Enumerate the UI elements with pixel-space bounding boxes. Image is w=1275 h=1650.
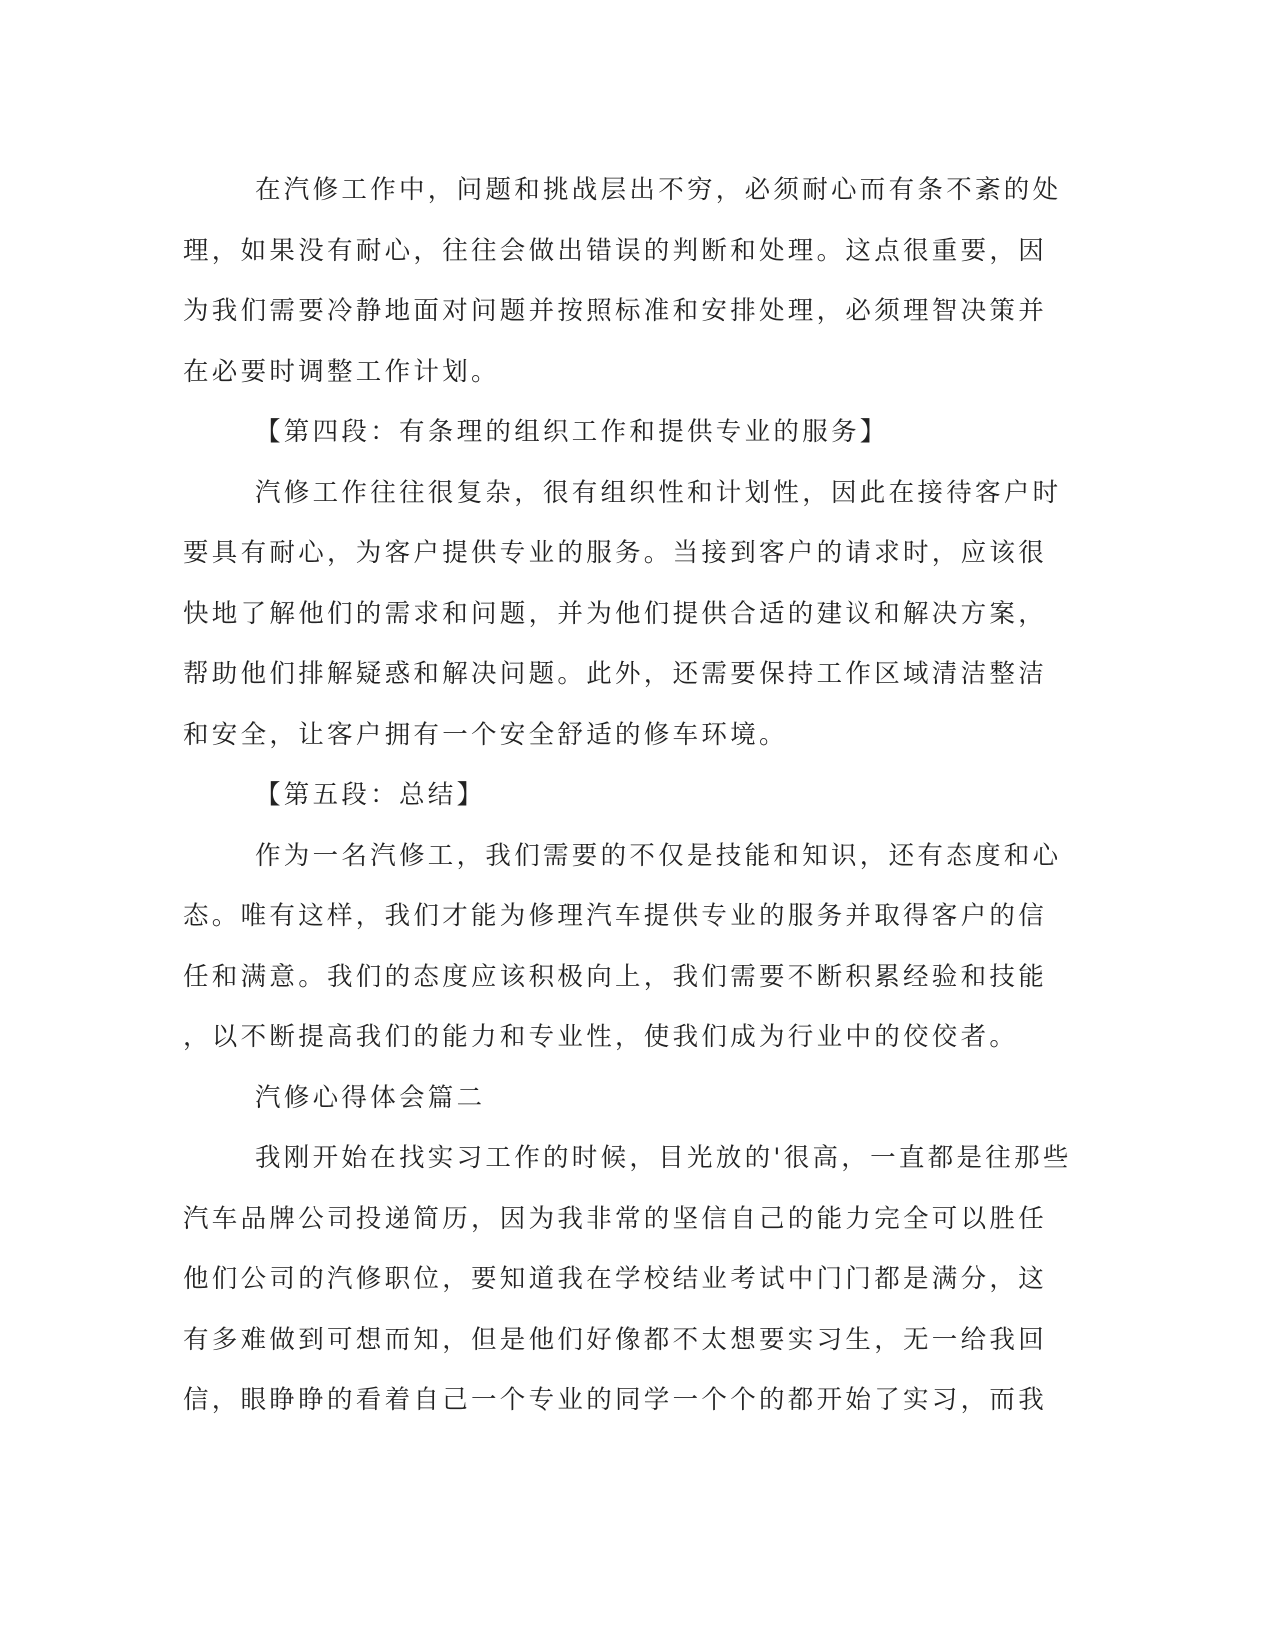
body-line: 为我们需要冷静地面对问题并按照标准和安排处理，必须理智决策并 [183,296,1048,326]
body-line: 态。唯有这样，我们才能为修理汽车提供专业的服务并取得客户的信 [183,901,1048,931]
body-line: 有多难做到可想而知，但是他们好像都不太想要实习生，无一给我回 [183,1324,1048,1355]
section-heading: 【第五段：总结】 [255,780,486,810]
body-line: 在汽修工作中，问题和挑战层出不穷，必须耐心而有条不紊的处 [255,175,1062,205]
body-line: 在必要时调整工作计划。 [183,356,500,387]
body-line: 汽车品牌公司投递简历，因为我非常的坚信自己的能力完全可以胜任 [183,1203,1048,1234]
body-line: 汽修工作往往很复杂，很有组织性和计划性，因此在接待客户时 [255,477,1062,508]
body-line: 要具有耐心，为客户提供专业的服务。当接到客户的请求时，应该很 [183,538,1048,568]
body-line: 他们公司的汽修职位，要知道我在学校结业考试中门门都是满分，这 [183,1264,1048,1294]
body-line: 理，如果没有耐心，往往会做出错误的判断和处理。这点很重要，因 [183,235,1048,266]
body-line: 信，眼睁睁的看着自己一个专业的同学一个个的都开始了实习，而我 [183,1385,1048,1415]
article-title: 汽修心得体会篇二 [255,1082,486,1113]
body-line: 和安全，让客户拥有一个安全舒适的修车环境。 [183,719,788,750]
body-line: 快地了解他们的需求和问题，并为他们提供合适的建议和解决方案， [183,598,1048,629]
body-line: 任和满意。我们的态度应该积极向上，我们需要不断积累经验和技能 [183,961,1048,992]
section-heading: 【第四段：有条理的组织工作和提供专业的服务】 [255,417,889,447]
body-line: 帮助他们排解疑惑和解决问题。此外，还需要保持工作区域清洁整洁 [183,659,1048,689]
body-line: ，以不断提高我们的能力和专业性，使我们成为行业中的佼佼者。 [183,1022,1019,1052]
document-body [183,160,1072,1431]
body-line: 我刚开始在找实习工作的时候，目光放的'很高，一直都是往那些 [255,1143,1072,1173]
body-line: 作为一名汽修工，我们需要的不仅是技能和知识，还有态度和心 [255,840,1062,871]
